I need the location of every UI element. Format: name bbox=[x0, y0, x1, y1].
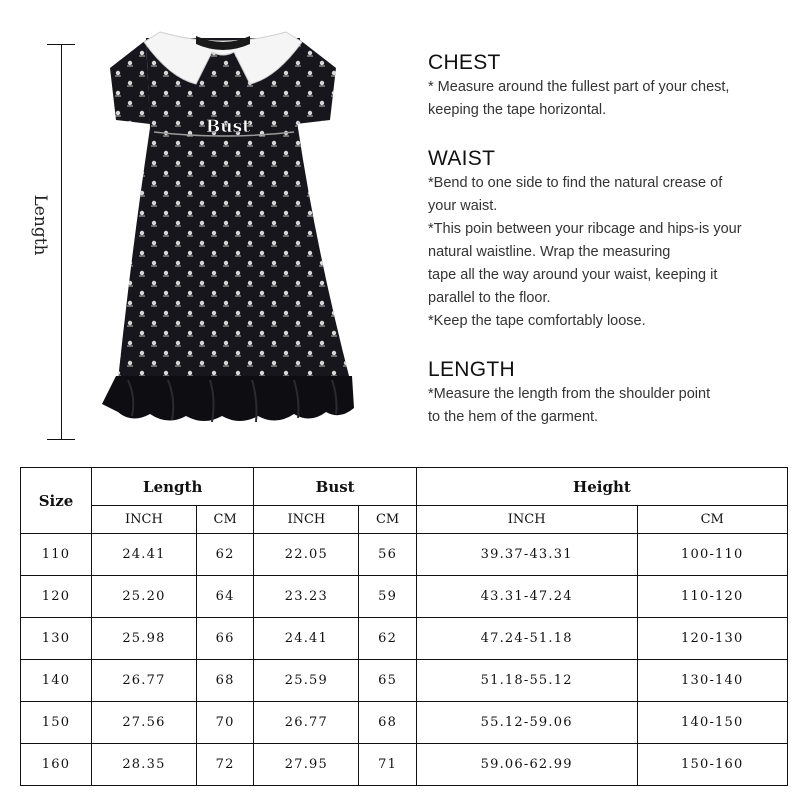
table-cell: 25.59 bbox=[254, 660, 359, 702]
table-cell: 70 bbox=[196, 702, 254, 744]
table-cell: 25.98 bbox=[92, 618, 197, 660]
unit-header: INCH bbox=[254, 506, 359, 534]
table-cell: 59 bbox=[359, 576, 417, 618]
waist-line: *This poin between your ribcage and hips-is your bbox=[428, 221, 742, 237]
waist-line: *Bend to one side to find the natural crease of bbox=[428, 175, 723, 191]
table-cell: 26.77 bbox=[254, 702, 359, 744]
table-cell: 140 bbox=[21, 660, 92, 702]
waist-line: your waist. bbox=[428, 198, 498, 214]
bust-column-header: Bust bbox=[254, 468, 416, 506]
table-cell: 27.95 bbox=[254, 744, 359, 786]
table-cell: 120-130 bbox=[637, 618, 788, 660]
table-cell: 25.20 bbox=[92, 576, 197, 618]
waist-line: *Keep the tape comfortably loose. bbox=[428, 313, 646, 329]
table-row bbox=[21, 534, 788, 576]
table-cell: 51.18-55.12 bbox=[416, 660, 637, 702]
unit-header: INCH bbox=[416, 506, 637, 534]
table-cell: 72 bbox=[196, 744, 254, 786]
length-column-header: Length bbox=[92, 468, 254, 506]
unit-header: CM bbox=[196, 506, 254, 534]
length-section bbox=[428, 357, 710, 429]
chest-line: keeping the tape horizontal. bbox=[428, 102, 607, 118]
height-column-header: Height bbox=[416, 468, 787, 506]
length-title: LENGTH bbox=[428, 358, 515, 381]
ruffle-hem bbox=[102, 376, 354, 421]
table-cell: 110 bbox=[21, 534, 92, 576]
dress-illustration bbox=[88, 28, 358, 438]
waist-section bbox=[428, 146, 742, 333]
table-cell: 68 bbox=[359, 702, 417, 744]
size-chart-table bbox=[20, 467, 788, 786]
length-line: *Measure the length from the shoulder point bbox=[428, 386, 711, 402]
chest-section bbox=[428, 50, 729, 122]
table-cell: 71 bbox=[359, 744, 417, 786]
length-dimension-bottom-cap bbox=[47, 439, 75, 440]
table-cell: 66 bbox=[196, 618, 254, 660]
table-row bbox=[21, 702, 788, 744]
table-cell: 22.05 bbox=[254, 534, 359, 576]
waist-line: parallel to the floor. bbox=[428, 290, 551, 306]
table-cell: 24.41 bbox=[254, 618, 359, 660]
unit-header: INCH bbox=[92, 506, 197, 534]
table-cell: 140-150 bbox=[637, 702, 788, 744]
table-cell: 23.23 bbox=[254, 576, 359, 618]
table-cell: 160 bbox=[21, 744, 92, 786]
length-line: to the hem of the garment. bbox=[428, 409, 599, 425]
table-cell: 68 bbox=[196, 660, 254, 702]
table-cell: 130 bbox=[21, 618, 92, 660]
bust-label: Bust bbox=[205, 117, 251, 137]
unit-header: CM bbox=[359, 506, 417, 534]
table-cell: 120 bbox=[21, 576, 92, 618]
length-dimension-line bbox=[61, 44, 62, 439]
table-cell: 62 bbox=[359, 618, 417, 660]
table-cell: 27.56 bbox=[92, 702, 197, 744]
table-cell: 55.12-59.06 bbox=[416, 702, 637, 744]
table-row bbox=[21, 618, 788, 660]
table-cell: 26.77 bbox=[92, 660, 197, 702]
table-cell: 65 bbox=[359, 660, 417, 702]
size-column-header: Size bbox=[21, 468, 92, 534]
table-group-header-row bbox=[21, 468, 788, 506]
table-cell: 62 bbox=[196, 534, 254, 576]
table-cell: 59.06-62.99 bbox=[416, 744, 637, 786]
unit-header: CM bbox=[637, 506, 788, 534]
table-cell: 150-160 bbox=[637, 744, 788, 786]
length-label-text: Length bbox=[30, 194, 50, 256]
table-cell: 56 bbox=[359, 534, 417, 576]
table-cell: 130-140 bbox=[637, 660, 788, 702]
table-cell: 39.37-43.31 bbox=[416, 534, 637, 576]
table-cell: 28.35 bbox=[92, 744, 197, 786]
waist-line: tape all the way around your waist, keeping it bbox=[428, 267, 718, 283]
table-cell: 150 bbox=[21, 702, 92, 744]
table-cell: 100-110 bbox=[637, 534, 788, 576]
chest-line: * Measure around the fullest part of your chest, bbox=[428, 79, 730, 95]
table-cell: 64 bbox=[196, 576, 254, 618]
table-row bbox=[21, 576, 788, 618]
chest-title: CHEST bbox=[428, 51, 501, 74]
table-cell: 43.31-47.24 bbox=[416, 576, 637, 618]
table-cell: 47.24-51.18 bbox=[416, 618, 637, 660]
waist-line: natural waistline. Wrap the measuring bbox=[428, 244, 671, 260]
table-row bbox=[21, 660, 788, 702]
table-cell: 24.41 bbox=[92, 534, 197, 576]
table-unit-header-row bbox=[21, 506, 788, 534]
table-cell: 110-120 bbox=[637, 576, 788, 618]
table-row bbox=[21, 744, 788, 786]
waist-title: WAIST bbox=[428, 147, 496, 170]
